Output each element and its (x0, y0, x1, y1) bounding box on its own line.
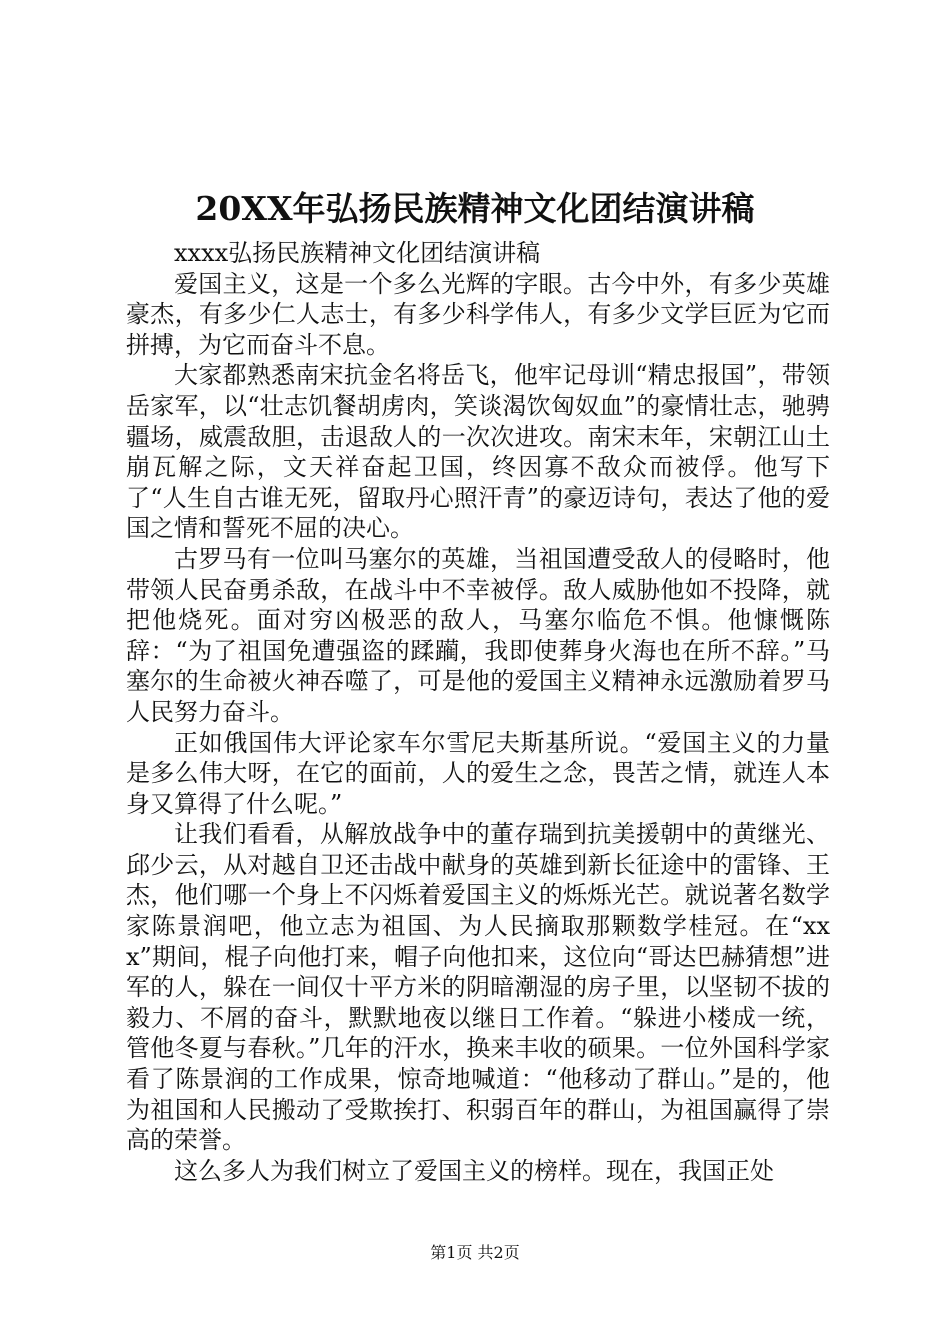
paragraph: 爱国主义，这是一个多么光辉的字眼。古今中外，有多少英雄豪杰，有多少仁人志士，有多少科学伟人，有多少文学巨匠为它而拼搏，为它而奋斗不息。 (126, 269, 830, 359)
paragraph: 正如俄国伟大评论家车尔雪尼夫斯基所说。“爱国主义的力量是多么伟大呀，在它的面前，人的爱生之念，畏苦之情，就连人本身又算得了什么呢。” (126, 728, 830, 818)
paragraph: 让我们看看，从解放战争中的董存瑞到抗美援朝中的黄继光、邱少云，从对越自卫还击战中献身的英雄到新长征途中的雷锋、王杰，他们哪一个身上不闪烁着爱国主义的烁烁光芒。就说著名数学家陈景润吧，他立志为祖国、为人民摘取那颗数学桂冠。在“xxx”期间，棍子向他打来，帽子向他扣来，这位向“哥达巴赫猜想”进军的人，躲在一间仅十平方米的阴暗潮湿的房子里，以坚韧不拔的毅力、不屑的奋斗，默默地夜以继日工作着。“躲进小楼成一统，管他冬夏与春秋。”几年的汗水，换来丰收的硕果。一位外国科学家看了陈景润的工作成果，惊奇地喊道：“他移动了群山。”是的，他为祖国和人民搬动了受欺挨打、积弱百年的群山，为祖国赢得了崇高的荣誉。 (126, 820, 830, 1155)
paragraph: 这么多人为我们树立了爱国主义的榜样。现在，我国正处 (174, 1156, 774, 1185)
page-number-footer: 第1页 共2页 (430, 1243, 520, 1262)
paragraph: 古罗马有一位叫马塞尔的英雄，当祖国遭受敌人的侵略时，他带领人民奋勇杀敌，在战斗中不幸被俘。敌人威胁他如不投降，就把他烧死。面对穷凶极恶的敌人，马塞尔临危不惧。他慷慨陈辞：“为了祖国免遭强盗的蹂躏，我即使葬身火海也在所不辞。”马塞尔的生命被火神吞噬了，可是他的爱国主义精神永远激励着罗马人民努力奋斗。 (126, 544, 830, 726)
document-title: 20XX年弘扬民族精神文化团结演讲稿 (195, 189, 755, 228)
paragraph: 大家都熟悉南宋抗金名将岳飞，他牢记母训“精忠报国”，带领岳家军，以“壮志饥餐胡虏肉，笑谈渴饮匈奴血”的豪情壮志，驰骋疆场，威震敌胆，击退敌人的一次次进攻。南宋末年，宋朝江山土崩瓦解之际，文天祥奋起卫国，终因寡不敌众而被俘。他写下了“人生自古谁无死，留取丹心照汗青”的豪迈诗句，表达了他的爱国之情和誓死不屈的决心。 (126, 361, 830, 543)
paragraph-subtitle: xxxx弘扬民族精神文化团结演讲稿 (174, 239, 541, 267)
document-body (126, 238, 830, 1186)
